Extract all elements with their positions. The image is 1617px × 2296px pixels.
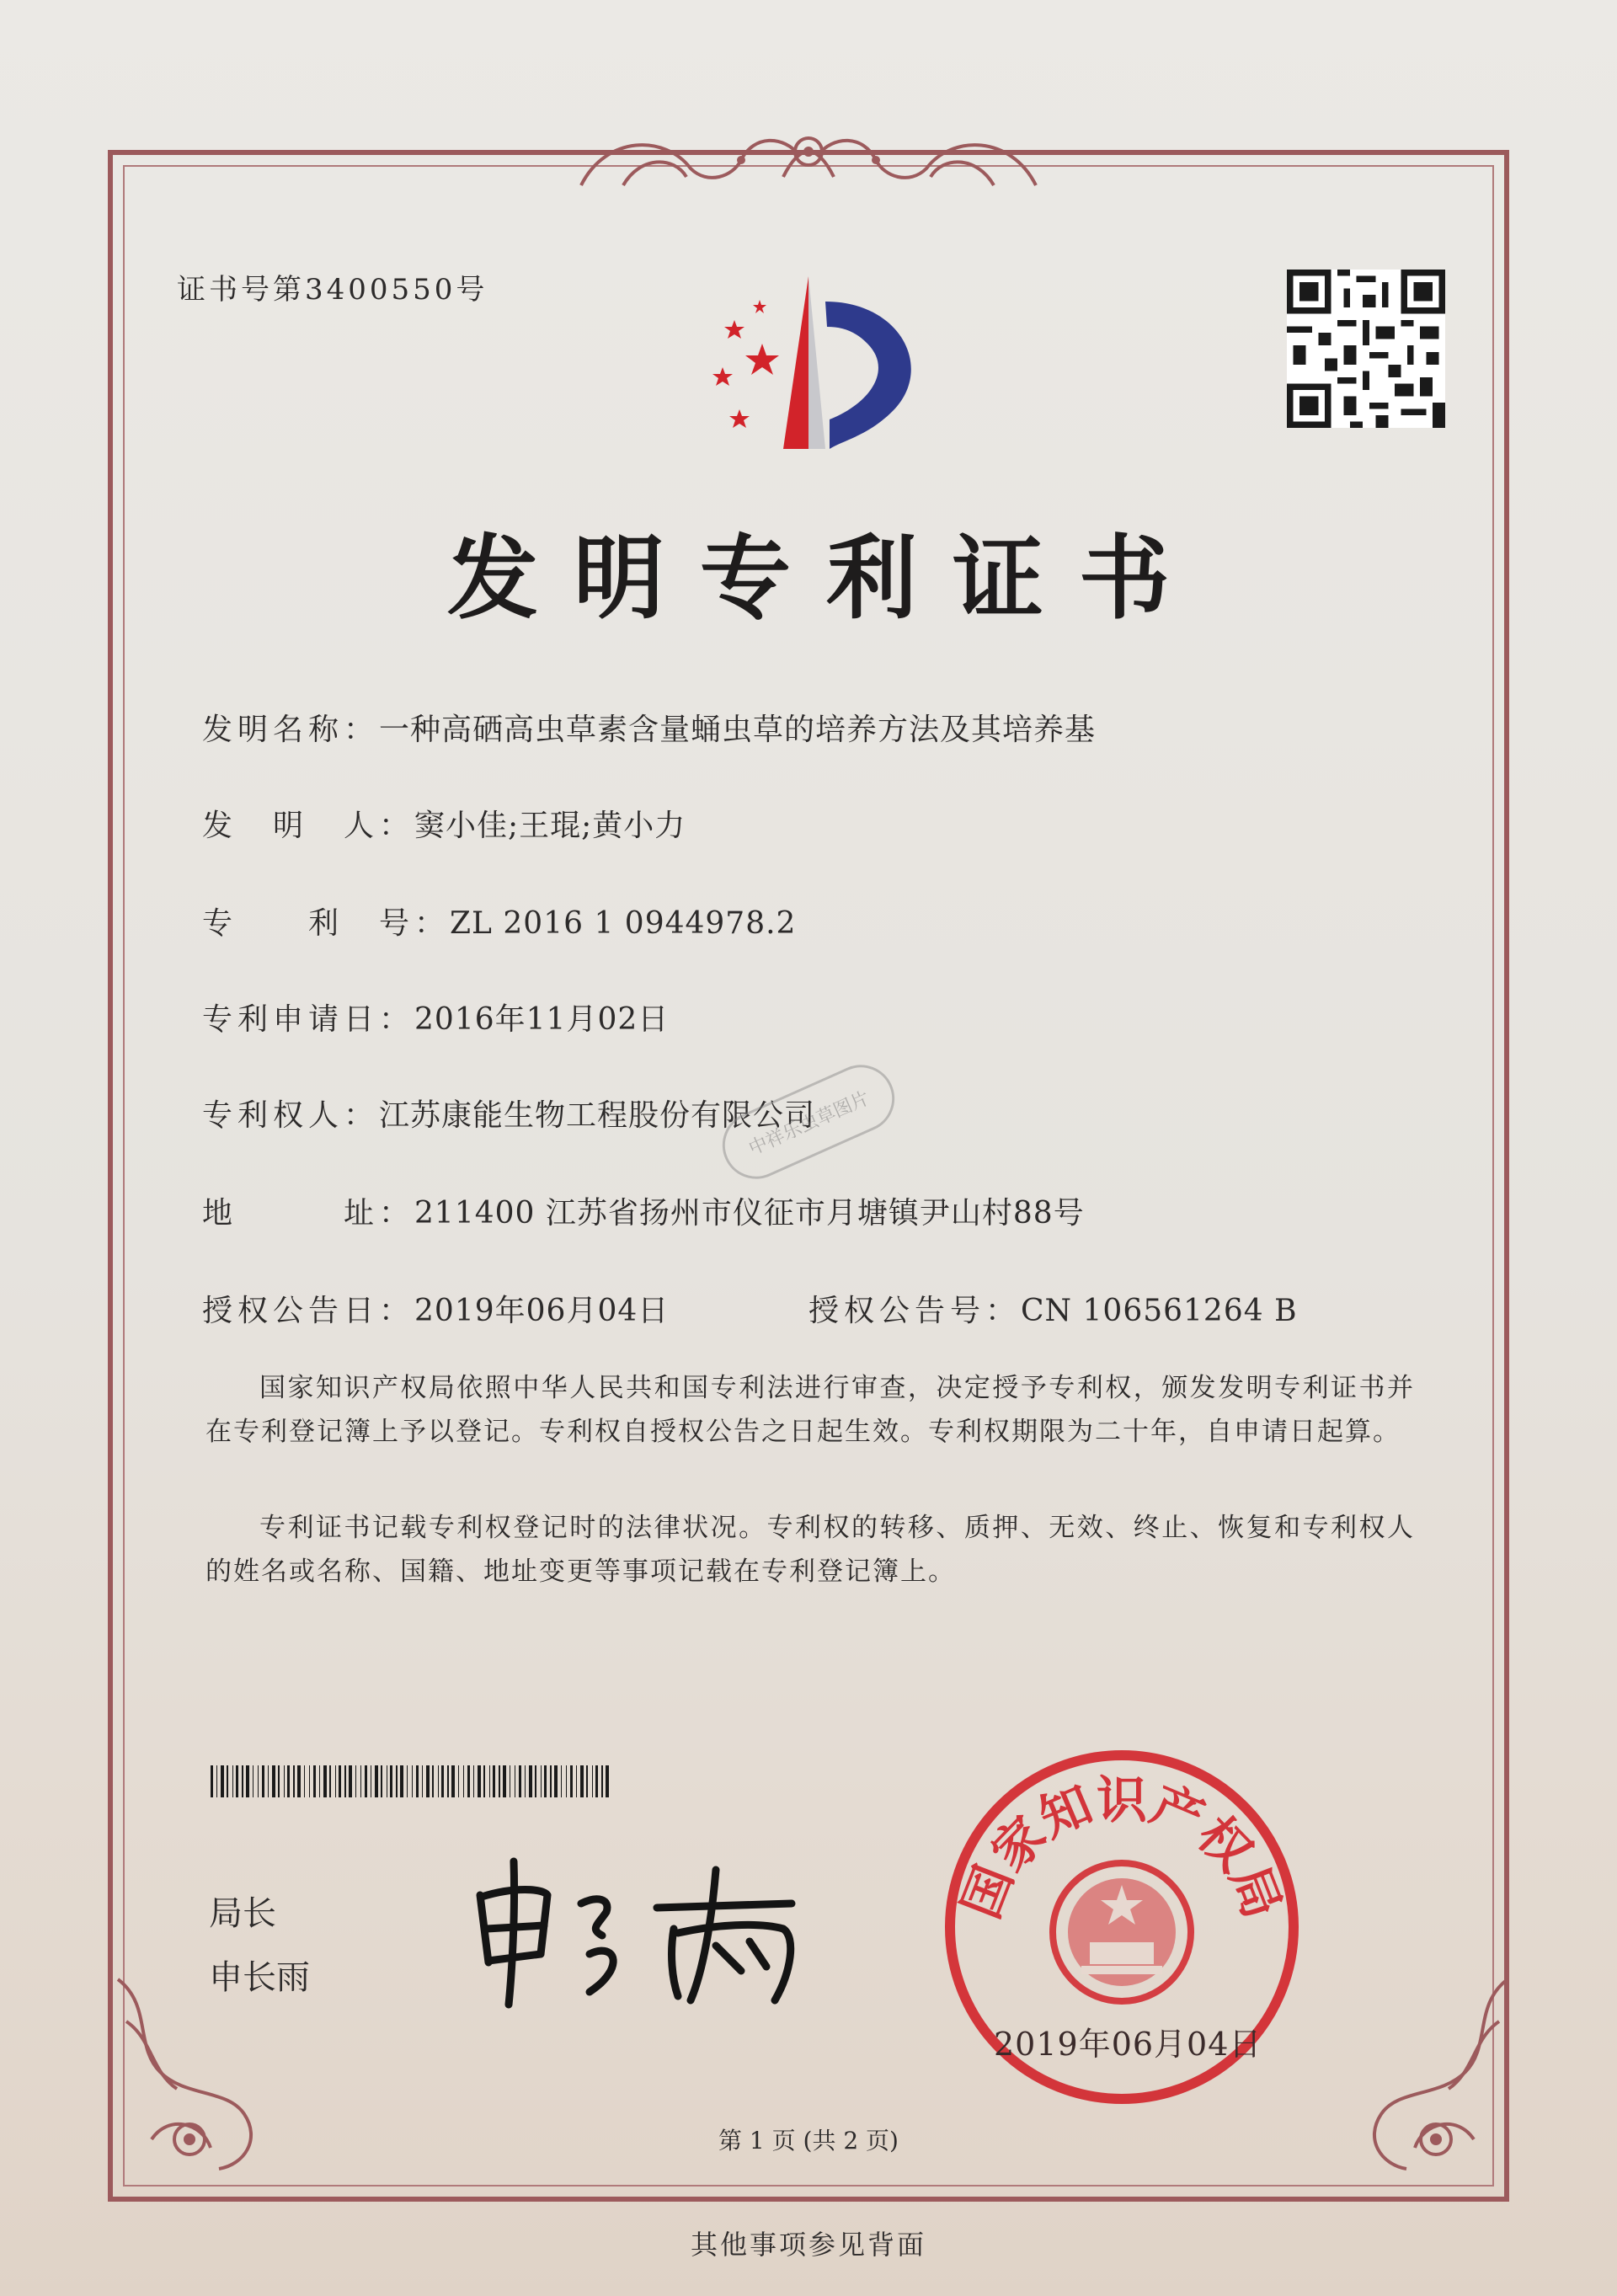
inventors-value: 窦小佳;王琨;黄小力 — [414, 809, 686, 843]
invention-name-value: 一种高硒高虫草素含量蛹虫草的培养方法及其培养基 — [379, 713, 1097, 747]
grant-no-value: CN 106561264 B — [1021, 1294, 1298, 1328]
cnipa-emblem-icon — [682, 268, 935, 462]
page-title: 发明专利证书 — [446, 526, 1205, 632]
director-signature — [463, 1845, 817, 2013]
patentee-label: 专利权人： — [202, 1098, 380, 1133]
seal-text: 国家知识产权局 — [952, 1771, 1292, 1927]
address-label: 地 址： — [202, 1196, 415, 1231]
filing-date-label: 专利申请日： — [202, 1002, 415, 1037]
certificate-number: 证书号第3400550号 — [177, 273, 488, 307]
inventors-label: 发 明 人： — [202, 809, 415, 843]
grant-date-value: 2019年06月04日 — [414, 1294, 670, 1328]
patentee-value: 江苏康能生物工程股份有限公司 — [379, 1098, 816, 1133]
grant-no-label: 授权公告号： — [808, 1294, 1022, 1328]
qr-code-icon — [1287, 270, 1445, 428]
seal-date: 2019年06月04日 — [994, 2026, 1262, 2063]
patentee-row — [202, 1092, 815, 1135]
grant-date-label: 授权公告日： — [202, 1294, 415, 1328]
invention-name-row — [202, 706, 1096, 749]
page-number: 第 1 页 (共 2 页) — [718, 2127, 899, 2155]
top-ornament-icon — [573, 118, 1044, 195]
patent-no-label: 专 利 号： — [202, 906, 451, 941]
invention-name-label: 发明名称： — [202, 713, 380, 747]
paragraph-grant: 国家知识产权局依照中华人民共和国专利法进行审查，决定授予专利权，颁发发明专利证书并在专利登记簿上予以登记。专利权自授权公告之日起生效。专利权期限为二十年，自申请日起算。 — [205, 1373, 1415, 1447]
address-row — [202, 1189, 1085, 1232]
watermark-stamp: 中祥乐虫草图片 — [712, 1055, 905, 1190]
address-value: 211400 江苏省扬州市仪征市月塘镇尹山村88号 — [414, 1196, 1085, 1231]
filing-date-row — [202, 996, 669, 1039]
grant-date-row — [202, 1287, 669, 1330]
patent-no-row — [202, 900, 796, 942]
paragraph-legal-status: 专利证书记载专利权登记时的法律状况。专利权的转移、质押、无效、终止、恢复和专利权人的姓名或名称、国籍、地址变更等事项记载在专利登记簿上。 — [205, 1513, 1415, 1587]
barcode-icon — [211, 1765, 611, 1797]
grant-no-row — [808, 1287, 1298, 1330]
footer-note: 其他事项参见背面 — [690, 2229, 926, 2261]
filing-date-value: 2016年11月02日 — [414, 1002, 670, 1037]
patent-no-value: ZL 2016 1 0944978.2 — [450, 906, 797, 941]
director-title: 局长 — [209, 1894, 276, 1933]
inventors-row — [202, 802, 686, 845]
director-name: 申长雨 — [209, 1958, 310, 1997]
